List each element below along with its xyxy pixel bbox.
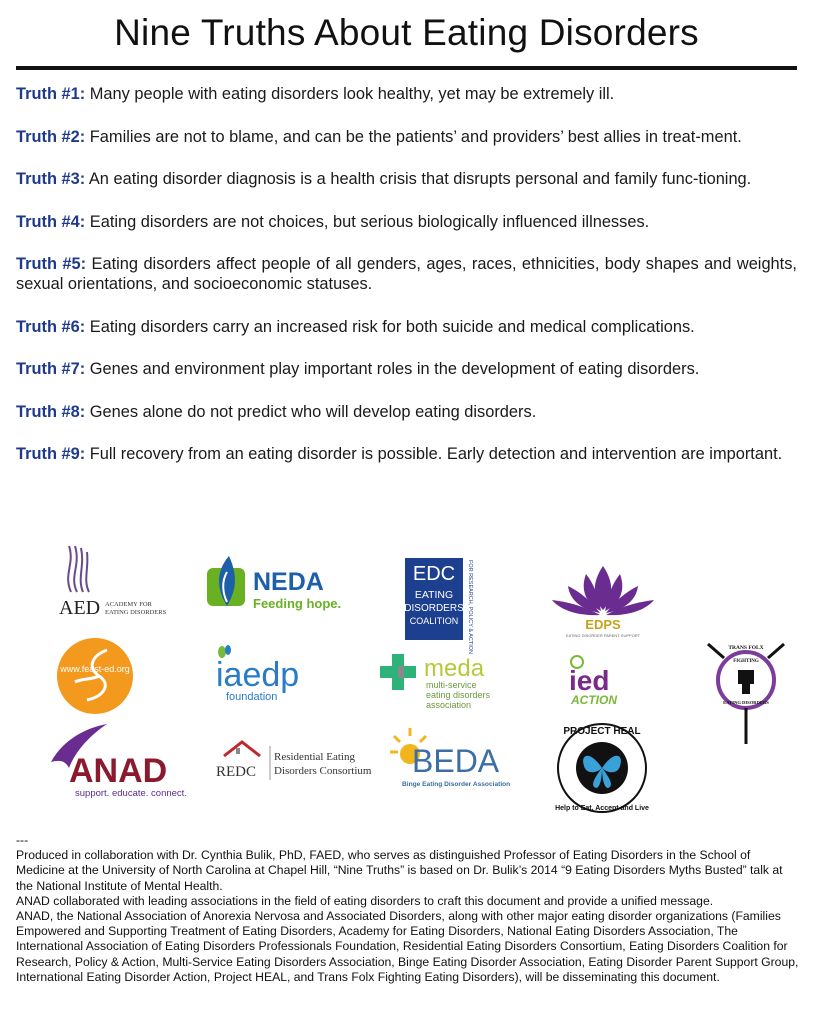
title-rule (16, 66, 797, 70)
footer-collab: ANAD collaborated with leading associations in the field of eating disorders to craft this document and provide a unified message. (16, 893, 714, 908)
edc-l3: DISORDERS (404, 603, 464, 614)
truth-label: Truth #8: (16, 402, 86, 421)
beda-name: BEDA (412, 743, 500, 779)
trans-folx-mid: FIGHTING (733, 659, 759, 664)
anad-tagline: support. educate. connect. (75, 788, 187, 799)
edc-l2: EATING (414, 589, 454, 601)
truth-item (16, 359, 797, 379)
edc-side: FOR RESEARCH, POLICY & ACTION (467, 560, 473, 655)
truth-label: Truth #5: (16, 255, 87, 273)
truth-text: Eating disorders are not choices, but serious biologically influenced illnesses. (89, 212, 650, 231)
feast-logo (55, 636, 135, 716)
edps-logo (548, 556, 658, 640)
truth-item (16, 212, 797, 232)
redc-name: REDC (216, 764, 257, 780)
ied-l1: ied (569, 665, 610, 696)
truth-text: Genes and environment play important roles in the development of eating disorders. (89, 360, 700, 378)
meda-l3: association (426, 700, 472, 710)
feast-name: www.feast-ed.org (60, 664, 130, 674)
redc-l1: Residential Eating (274, 751, 355, 763)
redc-logo (212, 740, 372, 788)
truth-text: Full recovery from an eating disorder is possible. Early detection and intervention are important. (89, 445, 783, 463)
edc-l1: EDC (412, 563, 456, 585)
truth-item (16, 402, 797, 422)
meda-logo (378, 650, 508, 710)
trans-folx-top: TRANS FOLX (728, 645, 764, 651)
truth-label: Truth #4: (16, 212, 86, 231)
trans-folx-logo (700, 640, 792, 746)
aed-name: AED (59, 597, 101, 619)
footer-dissemination: ANAD, the National Association of Anorexia Nervosa and Associated Disorders, along with other major eating disorder organizations (Families Empowered and Supporting Treatment of Eating Disorders, Academy for Eating Disorders, National Eating Disorders Association, The International Association of Eating Disorders Professionals Foundation, Residential Eating Disorders Consortium, Eating Disorders Coalition for Research, Policy & Action, Multi-Service Eating Disorders Association, Binge Eating Disorder Association, Eating Disorder Parent Support Group, International Eating Disorder Action, Project HEAL, and Trans Folx Fighting Eating Disorders), will be disseminating this document. (16, 909, 799, 984)
redc-l2: Disorders Consortium (274, 765, 372, 777)
truth-item (16, 84, 797, 104)
aed-sub1: ACADEMY FOR (105, 601, 152, 608)
truth-text: Eating disorders affect people of all genders, ages, races, ethnicities, body shapes and weights, sexual orientations, and socioeconomic statuses. (16, 255, 797, 293)
meda-l2: eating disorders (426, 690, 491, 700)
truth-label: Truth #3: (16, 170, 86, 188)
heal-top: PROJECT HEAL (563, 726, 641, 737)
anad-logo (45, 716, 187, 800)
neda-name: NEDA (253, 568, 324, 596)
beda-sub: Binge Eating Disorder Association (402, 781, 511, 788)
truth-label: Truth #1: (16, 85, 86, 103)
edps-lotus-icon (552, 566, 654, 615)
edc-l4: COALITION (409, 616, 459, 626)
truth-item (16, 317, 797, 337)
roof-icon (224, 742, 260, 756)
beda-logo (388, 726, 510, 792)
aed-ribbon-icon (68, 546, 89, 592)
ied-l2: ACTION (571, 693, 617, 707)
project-heal-logo (556, 720, 648, 816)
truth-item (16, 127, 797, 147)
truth-item (16, 169, 797, 189)
edc-logo (404, 558, 475, 655)
neda-logo (205, 552, 355, 614)
anad-name: ANAD (69, 752, 168, 790)
iaedp-name: iaedp (216, 656, 300, 694)
aed-sub2: EATING DISORDERS (105, 609, 167, 616)
edps-name: EDPS (585, 617, 621, 632)
trans-folx-bottom: EATING DISORDERS (723, 700, 769, 705)
truth-label: Truth #7: (16, 360, 86, 378)
truth-text: An eating disorder diagnosis is a health crisis that disrupts personal and family func-tioning. (88, 170, 752, 188)
truth-text: Many people with eating disorders look healthy, yet may be extremely ill. (89, 85, 615, 103)
truths-list (16, 84, 797, 487)
page-title: Nine Truths About Eating Disorders (114, 12, 699, 53)
fork-icon (708, 644, 724, 658)
iaedp-sub: foundation (226, 691, 278, 703)
heal-bottom: Help to Eat, Accept and Live (555, 805, 649, 812)
iaedp-logo (212, 644, 322, 706)
meda-l1: multi-service (426, 680, 477, 690)
truth-text: Genes alone do not predict who will develop eating disorders. (89, 402, 537, 421)
truth-label: Truth #2: (16, 127, 86, 146)
truth-item (16, 254, 797, 294)
partner-logos (0, 540, 813, 820)
truth-label: Truth #6: (16, 317, 86, 336)
truth-item (16, 444, 797, 464)
footer-notes (16, 833, 801, 985)
knife-icon (768, 644, 784, 658)
aed-logo (55, 544, 170, 624)
ied-action-logo (565, 652, 637, 706)
truth-label: Truth #9: (16, 445, 86, 463)
footer-credit: Produced in collaboration with Dr. Cynthia Bulik, PhD, FAED, who serves as distinguished Professor of Eating Disorders in the School of Medicine at the University of North Carolina at Chapel Hill, “Nine Truths” is based on Dr. Bulik’s 2014 “9 Eating Disorders Myths Busted” talk at the National Institute of Mental Health. (16, 848, 783, 893)
edps-sub: EATING DISORDER PARENT SUPPORT (565, 633, 641, 638)
footer-separator: --- (16, 833, 29, 847)
meda-name: meda (424, 655, 485, 682)
truth-text: Families are not to blame, and can be the patients’ and providers’ best allies in treat-ment. (89, 127, 742, 146)
neda-tagline: Feeding hope. (253, 596, 342, 611)
truth-text: Eating disorders carry an increased risk for both suicide and medical complications. (89, 317, 695, 336)
